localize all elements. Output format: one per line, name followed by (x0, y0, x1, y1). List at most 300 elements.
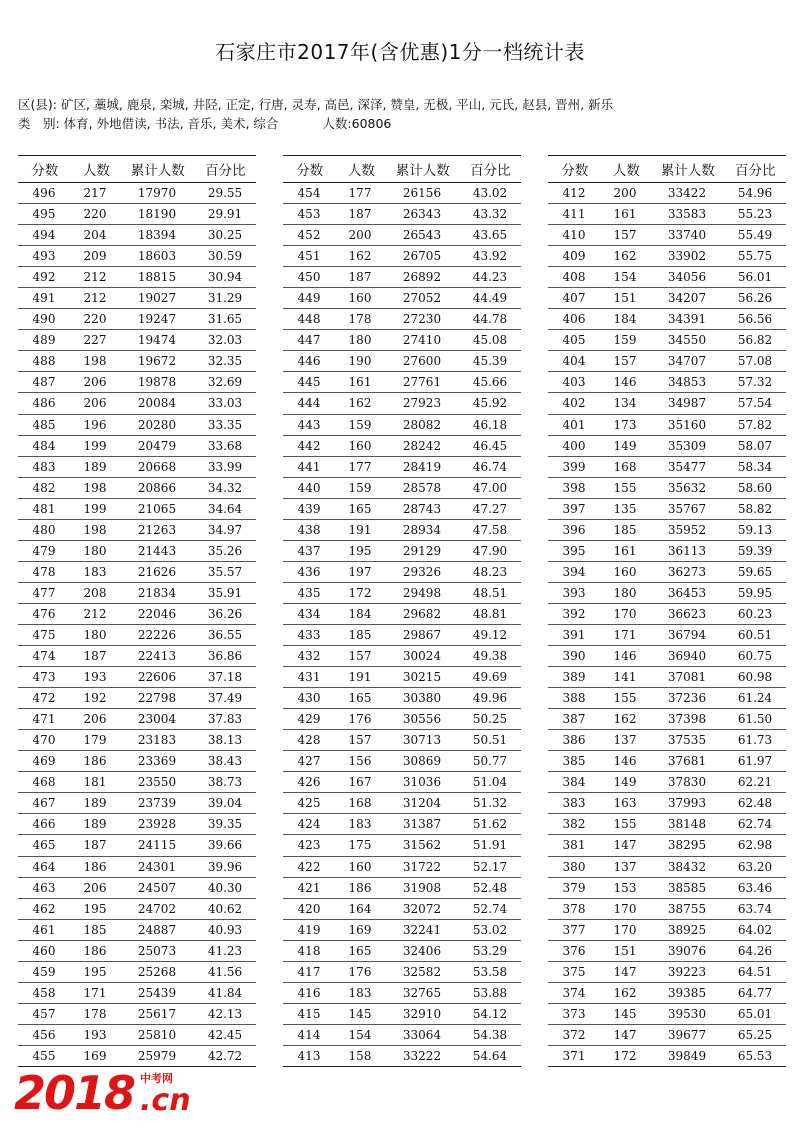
table-row (548, 835, 786, 856)
site-logo (14, 1066, 191, 1120)
cell-score: 495 (32, 207, 56, 222)
cell-score: 446 (297, 354, 321, 369)
cell-count: 197 (348, 564, 372, 579)
table-row (283, 814, 521, 835)
cell-percent: 54.38 (472, 1027, 508, 1042)
cell-percent: 42.13 (207, 1006, 243, 1021)
cell-score: 423 (297, 838, 321, 853)
cell-score: 424 (297, 817, 321, 832)
table-row (548, 246, 786, 267)
table-row (18, 793, 256, 814)
table-row (18, 604, 256, 625)
cell-cumulative: 31387 (402, 817, 442, 832)
cell-count: 185 (348, 628, 372, 642)
table-row (283, 562, 521, 583)
cell-percent: 58.60 (737, 480, 773, 495)
cell-cumulative: 31562 (402, 838, 442, 853)
cell-percent: 59.65 (737, 564, 773, 579)
cell-count: 206 (83, 880, 107, 895)
table-row (18, 330, 256, 351)
cell-score: 476 (32, 606, 56, 621)
cell-count: 180 (348, 333, 372, 348)
cell-count: 169 (348, 922, 372, 937)
cell-cumulative: 23004 (137, 712, 177, 727)
table-row (548, 330, 786, 351)
cell-percent: 38.13 (207, 733, 243, 748)
cell-score: 373 (562, 1006, 586, 1021)
table-row (548, 204, 786, 225)
cell-percent: 34.32 (207, 480, 243, 495)
cell-percent: 64.26 (737, 943, 773, 958)
table-row (548, 478, 786, 499)
cell-count: 170 (613, 606, 637, 621)
table-row (548, 1025, 786, 1046)
cell-percent: 62.98 (737, 838, 773, 853)
cell-percent: 45.66 (472, 375, 508, 390)
table-row (283, 436, 521, 457)
cell-count: 189 (83, 459, 107, 474)
cell-percent: 37.18 (207, 670, 243, 685)
cell-count: 137 (613, 733, 637, 748)
table-row (548, 899, 786, 920)
cell-count: 137 (613, 859, 637, 874)
cell-percent: 41.23 (207, 943, 243, 958)
cell-cumulative: 30215 (402, 670, 442, 685)
cell-cumulative: 32765 (402, 985, 442, 1000)
cell-score: 399 (562, 459, 586, 474)
cell-count: 212 (83, 291, 107, 306)
cell-cumulative: 20084 (137, 396, 177, 411)
cell-count: 161 (613, 543, 637, 558)
cell-percent: 64.51 (737, 964, 773, 979)
table-row (18, 751, 256, 772)
cell-score: 482 (32, 480, 56, 495)
cell-percent: 56.82 (737, 333, 773, 348)
cell-count: 146 (613, 375, 637, 390)
cell-percent: 31.29 (207, 291, 243, 306)
cell-score: 496 (32, 186, 56, 201)
cell-count: 195 (348, 543, 372, 558)
cell-cumulative: 27410 (402, 333, 442, 348)
cell-percent: 30.59 (207, 249, 243, 264)
cell-score: 410 (562, 228, 586, 243)
cell-cumulative: 29129 (402, 543, 442, 558)
cell-count: 220 (83, 207, 107, 222)
cell-count: 165 (348, 691, 372, 706)
table-row (18, 267, 256, 288)
cell-score: 480 (32, 522, 56, 537)
cell-score: 489 (32, 333, 56, 348)
cell-score: 407 (562, 291, 586, 306)
table-row (18, 1025, 256, 1046)
cell-score: 490 (32, 312, 56, 327)
table-row (283, 920, 521, 941)
cell-cumulative: 30556 (402, 712, 442, 727)
cell-cumulative: 27600 (402, 354, 442, 369)
cell-percent: 43.02 (472, 186, 508, 201)
cell-percent: 53.29 (472, 943, 508, 958)
cell-cumulative: 32910 (402, 1006, 442, 1021)
cell-score: 487 (32, 375, 56, 390)
cell-percent: 56.26 (737, 291, 773, 306)
cell-count: 183 (348, 817, 372, 832)
cell-score: 434 (297, 606, 321, 621)
table-row (283, 1004, 521, 1025)
cell-cumulative: 38585 (667, 880, 707, 895)
table-row (548, 351, 786, 372)
cell-percent: 47.90 (472, 543, 508, 558)
cell-cumulative: 25617 (137, 1006, 177, 1021)
score-table-1 (18, 155, 256, 1067)
table-row (548, 583, 786, 604)
cell-score: 471 (32, 712, 56, 727)
cell-score: 444 (297, 396, 321, 411)
header-count: 人数 (347, 163, 375, 179)
cell-cumulative: 33222 (402, 1048, 442, 1063)
cell-count: 177 (348, 459, 372, 474)
cell-count: 170 (613, 922, 637, 937)
cell-percent: 35.26 (207, 543, 243, 558)
table-row (18, 499, 256, 520)
cell-count: 161 (348, 375, 372, 390)
cell-cumulative: 30869 (402, 754, 442, 769)
cell-cumulative: 23739 (137, 796, 177, 811)
cell-count: 155 (613, 817, 637, 832)
header-cumulative: 累计人数 (130, 163, 185, 179)
cell-count: 162 (613, 985, 637, 1000)
cell-cumulative: 21443 (137, 543, 177, 558)
cell-cumulative: 32406 (402, 943, 442, 958)
table-row (548, 772, 786, 793)
cell-score: 419 (297, 922, 321, 937)
cell-cumulative: 24507 (137, 880, 177, 895)
cell-count: 191 (348, 670, 372, 685)
table-row (18, 1046, 256, 1067)
cell-percent: 44.78 (472, 312, 508, 327)
table-row (548, 941, 786, 962)
table-row (283, 983, 521, 1004)
cell-score: 484 (32, 438, 56, 453)
cell-score: 417 (297, 964, 321, 979)
cell-score: 387 (562, 712, 586, 727)
cell-cumulative: 18394 (137, 228, 177, 243)
cell-count: 181 (83, 775, 107, 790)
cell-count: 176 (348, 964, 372, 979)
cell-cumulative: 29867 (402, 628, 442, 642)
cell-cumulative: 22798 (137, 691, 177, 706)
cell-percent: 39.35 (207, 817, 243, 832)
cell-percent: 58.07 (737, 438, 773, 453)
cell-score: 422 (297, 859, 321, 874)
cell-cumulative: 22606 (137, 670, 177, 685)
cell-percent: 38.73 (207, 775, 243, 790)
cell-percent: 61.24 (737, 691, 773, 706)
cell-count: 190 (348, 354, 372, 369)
table-row (283, 520, 521, 541)
table-row (548, 436, 786, 457)
cell-percent: 43.32 (472, 207, 508, 222)
cell-count: 167 (348, 775, 372, 790)
cell-percent: 53.88 (472, 985, 508, 1000)
cell-cumulative: 38925 (667, 922, 707, 937)
cell-count: 147 (613, 838, 637, 853)
cell-score: 452 (297, 228, 321, 243)
cell-cumulative: 27761 (402, 375, 442, 390)
cell-score: 454 (297, 186, 321, 201)
table-row (18, 667, 256, 688)
cell-cumulative: 31908 (402, 880, 442, 895)
cell-count: 172 (613, 1048, 637, 1063)
table-row (548, 225, 786, 246)
cell-cumulative: 25073 (137, 943, 177, 958)
cell-score: 472 (32, 691, 56, 706)
table-row (18, 436, 256, 457)
cell-count: 160 (348, 859, 372, 874)
table-row (18, 625, 256, 646)
table-row (548, 562, 786, 583)
cell-score: 408 (562, 270, 586, 285)
cell-score: 453 (297, 207, 321, 222)
cell-cumulative: 35477 (667, 459, 707, 474)
cell-cumulative: 20479 (137, 438, 177, 453)
cell-score: 492 (32, 270, 56, 285)
table-row (283, 1046, 521, 1067)
table-row (18, 415, 256, 436)
cell-count: 153 (613, 880, 637, 895)
cell-cumulative: 36273 (667, 564, 707, 579)
cell-percent: 46.18 (472, 417, 508, 432)
table-row (283, 204, 521, 225)
cell-count: 169 (83, 1048, 107, 1063)
cell-count: 155 (613, 691, 637, 706)
table-row (18, 204, 256, 225)
cell-count: 164 (348, 901, 372, 916)
cell-count: 156 (348, 754, 372, 769)
cell-cumulative: 25979 (137, 1048, 177, 1063)
table-row (548, 457, 786, 478)
cell-cumulative: 31204 (402, 796, 442, 811)
cell-score: 464 (32, 859, 56, 874)
cell-count: 184 (348, 606, 372, 621)
cell-cumulative: 39223 (667, 964, 707, 979)
cell-score: 420 (297, 901, 321, 916)
cell-score: 418 (297, 943, 321, 958)
table-row (548, 814, 786, 835)
cell-count: 146 (613, 754, 637, 769)
cell-cumulative: 38432 (667, 859, 707, 874)
cell-cumulative: 35767 (667, 501, 707, 516)
cell-cumulative: 36453 (667, 585, 707, 600)
cell-percent: 60.75 (737, 649, 773, 664)
cell-percent: 64.77 (737, 985, 773, 1000)
cell-score: 456 (32, 1027, 56, 1042)
cell-cumulative: 39677 (667, 1027, 707, 1042)
cell-cumulative: 24702 (137, 901, 177, 916)
cell-count: 178 (83, 1006, 107, 1021)
cell-percent: 36.26 (207, 606, 243, 621)
cell-score: 469 (32, 754, 56, 769)
cell-score: 414 (297, 1027, 321, 1042)
cell-score: 427 (297, 754, 321, 769)
cell-cumulative: 29326 (402, 564, 442, 579)
table-row (548, 878, 786, 899)
cell-count: 198 (83, 480, 107, 495)
cell-count: 165 (348, 943, 372, 958)
cell-percent: 44.23 (472, 270, 508, 285)
cell-cumulative: 33422 (667, 186, 707, 201)
table-row (548, 183, 786, 204)
cell-percent: 49.12 (472, 628, 508, 642)
cell-score: 441 (297, 459, 321, 474)
cell-cumulative: 19247 (137, 312, 177, 327)
cell-cumulative: 39849 (667, 1048, 707, 1063)
table-row (18, 709, 256, 730)
cell-percent: 46.74 (472, 459, 508, 474)
cell-score: 374 (562, 985, 586, 1000)
cell-count: 189 (83, 817, 107, 832)
cell-score: 485 (32, 417, 56, 432)
cell-percent: 41.84 (207, 985, 243, 1000)
cell-count: 193 (83, 670, 107, 685)
cell-count: 206 (83, 375, 107, 390)
cell-percent: 61.50 (737, 712, 773, 727)
cell-percent: 61.73 (737, 733, 773, 748)
cell-count: 193 (83, 1027, 107, 1042)
cell-percent: 45.92 (472, 396, 508, 411)
cell-percent: 59.39 (737, 543, 773, 558)
table-row (18, 309, 256, 330)
cell-score: 450 (297, 270, 321, 285)
cell-cumulative: 33064 (402, 1027, 442, 1042)
cell-percent: 47.27 (472, 501, 508, 516)
cell-score: 426 (297, 775, 321, 790)
table-row (548, 1046, 786, 1067)
cell-score: 381 (562, 838, 586, 853)
cell-percent: 59.13 (737, 522, 773, 537)
cell-count: 209 (83, 249, 107, 264)
cell-count: 162 (348, 396, 372, 411)
cell-score: 451 (297, 249, 321, 264)
table-row (283, 688, 521, 709)
table-row (283, 709, 521, 730)
cell-cumulative: 38148 (667, 817, 707, 832)
cell-score: 477 (32, 585, 56, 600)
cell-cumulative: 39076 (667, 943, 707, 958)
cell-cumulative: 21626 (137, 564, 177, 579)
cell-percent: 53.02 (472, 922, 508, 937)
cell-score: 438 (297, 522, 321, 537)
cell-cumulative: 25810 (137, 1027, 177, 1042)
cell-percent: 51.04 (472, 775, 508, 790)
table-row (283, 772, 521, 793)
cell-percent: 47.58 (472, 522, 508, 537)
cell-score: 440 (297, 480, 321, 495)
table-row (548, 793, 786, 814)
cell-percent: 39.66 (207, 838, 243, 853)
cell-count: 145 (613, 1006, 637, 1021)
cell-percent: 33.99 (207, 459, 243, 474)
cell-count: 165 (348, 501, 372, 516)
cell-score: 481 (32, 501, 56, 516)
cell-score: 394 (562, 564, 586, 579)
cell-cumulative: 26543 (402, 228, 442, 243)
logo-tld: .cn (140, 1083, 191, 1118)
cell-cumulative: 30713 (402, 733, 442, 748)
cell-cumulative: 23928 (137, 817, 177, 832)
cell-cumulative: 38295 (667, 838, 707, 853)
cell-score: 486 (32, 396, 56, 411)
cell-count: 186 (83, 943, 107, 958)
cell-cumulative: 34707 (667, 354, 707, 369)
cell-percent: 63.20 (737, 859, 773, 874)
cell-score: 430 (297, 691, 321, 706)
cell-cumulative: 35952 (667, 522, 707, 537)
header-score: 分数 (296, 163, 324, 179)
cell-count: 177 (348, 186, 372, 201)
header-count: 人数 (612, 163, 640, 179)
cell-count: 146 (613, 649, 637, 664)
cell-cumulative: 30380 (402, 691, 442, 706)
logo-site-label: 中考网 (140, 1072, 174, 1085)
table-row (18, 351, 256, 372)
cell-percent: 35.91 (207, 585, 243, 600)
cell-count: 145 (348, 1006, 372, 1021)
cell-cumulative: 33583 (667, 207, 707, 222)
cell-percent: 57.54 (737, 396, 773, 411)
header-score: 分数 (31, 163, 59, 179)
cell-percent: 60.98 (737, 670, 773, 685)
cell-count: 186 (83, 859, 107, 874)
cell-count: 173 (613, 417, 637, 432)
cell-count: 212 (83, 606, 107, 621)
cell-percent: 40.30 (207, 880, 243, 895)
table-row (18, 457, 256, 478)
cell-count: 179 (83, 733, 107, 748)
cell-count: 168 (613, 459, 637, 474)
table-row (283, 225, 521, 246)
cell-percent: 32.69 (207, 375, 243, 390)
table-row (548, 309, 786, 330)
cell-count: 192 (83, 691, 107, 706)
cell-count: 175 (348, 838, 372, 853)
cell-count: 160 (348, 438, 372, 453)
cell-score: 457 (32, 1006, 56, 1021)
cell-percent: 33.35 (207, 417, 243, 432)
cell-percent: 56.01 (737, 270, 773, 285)
cell-score: 397 (562, 501, 586, 516)
cell-percent: 48.51 (472, 585, 508, 600)
cell-score: 433 (297, 628, 321, 642)
header-count: 人数 (82, 163, 110, 179)
cell-count: 147 (613, 964, 637, 979)
table-row (283, 541, 521, 562)
cell-score: 416 (297, 985, 321, 1000)
cell-count: 187 (83, 649, 107, 664)
cell-score: 428 (297, 733, 321, 748)
cell-score: 398 (562, 480, 586, 495)
cell-score: 467 (32, 796, 56, 811)
cell-cumulative: 35160 (667, 417, 707, 432)
cell-percent: 33.03 (207, 396, 243, 411)
table-row (548, 520, 786, 541)
cell-count: 199 (83, 438, 107, 453)
cell-count: 157 (613, 354, 637, 369)
cell-cumulative: 33740 (667, 228, 707, 243)
cell-count: 185 (613, 522, 637, 537)
cell-cumulative: 34207 (667, 291, 707, 306)
cell-cumulative: 27230 (402, 312, 442, 327)
cell-cumulative: 30024 (402, 649, 442, 664)
